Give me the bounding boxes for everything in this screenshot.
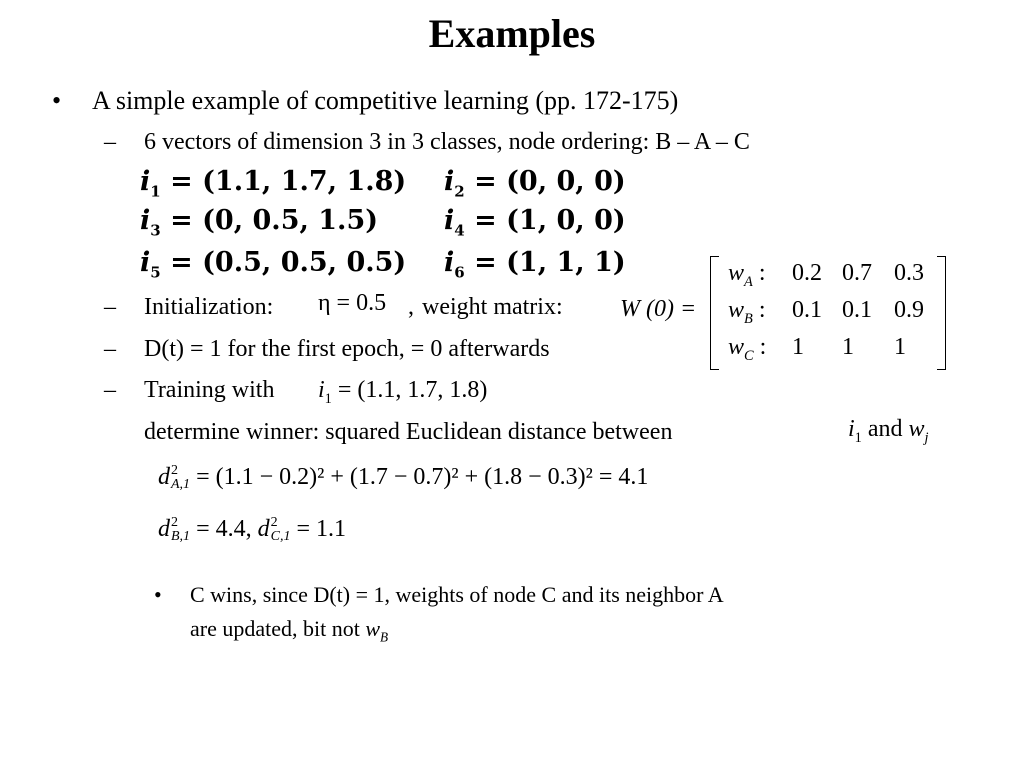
equals-sign: = (170, 247, 193, 278)
d-subscript: B,1 (171, 529, 191, 545)
vector-i2 (444, 166, 626, 201)
vector-i4 (444, 205, 626, 240)
w-symbol: w (365, 616, 381, 641)
i-subscript: 6 (454, 263, 465, 282)
colon: : (758, 297, 766, 323)
and-word: and (867, 416, 903, 442)
equals-sign: = (474, 247, 497, 278)
w-symbol: w (728, 297, 745, 323)
d-superscript: 2 (171, 515, 178, 531)
bullet-marker: • (52, 86, 62, 115)
i-subscript: 1 (150, 182, 161, 201)
matrix-cell: 0.3 (894, 260, 924, 286)
conclusion-line-1: C wins, since D(t) = 1, weights of node C and its neighbor A (190, 582, 724, 607)
i-symbol: i (444, 166, 455, 197)
vector-value: (1.1, 1.7, 1.8) (202, 166, 407, 197)
vector-value: (0, 0, 0) (506, 166, 626, 197)
matrix-cell: 1 (894, 334, 906, 360)
w-symbol: w (728, 260, 745, 286)
i-symbol: i (848, 416, 855, 442)
i-subscript: 5 (150, 263, 161, 282)
i-symbol: i (444, 247, 455, 278)
distance-b-c-equation (158, 516, 346, 544)
right-bracket (937, 256, 946, 370)
distance-c-value: = 1.1 (296, 516, 346, 542)
init-label: Initialization: (144, 294, 274, 320)
eta-expression: η = 0.5 (318, 290, 387, 316)
d-symbol: d (158, 464, 170, 490)
w0-label: W (0) = (620, 296, 697, 322)
w-subscript: B (380, 629, 389, 645)
i-subscript: 3 (150, 221, 161, 240)
vectors-description: 6 vectors of dimension 3 in 3 classes, node ordering: B – A – C (144, 129, 750, 155)
matrix-row-label (728, 260, 766, 290)
training-vector (318, 377, 488, 407)
vector-i1 (140, 166, 407, 201)
d-symbol: d (257, 516, 270, 542)
conclusion-text: are updated, bit not (190, 616, 360, 641)
i-symbol: i (140, 166, 151, 197)
matrix-row-label (728, 334, 767, 364)
w-symbol: w (728, 334, 745, 360)
w-subscript: B (744, 310, 753, 327)
vector-value: (0, 0.5, 1.5) (202, 205, 379, 236)
dash-marker: – (104, 377, 116, 403)
vector-value: (1, 0, 0) (506, 205, 626, 236)
comma: , (408, 294, 414, 320)
vector-value: (0.5, 0.5, 0.5) (202, 247, 407, 278)
dash-marker: – (104, 336, 116, 362)
d-superscript: 2 (270, 515, 278, 531)
d-symbol: d (158, 516, 170, 542)
colon: : (759, 334, 767, 360)
i-symbol: i (140, 247, 151, 278)
slide-title: Examples (428, 11, 596, 56)
matrix-cell: 0.1 (842, 297, 872, 323)
i-subscript: 1 (324, 390, 332, 407)
equals-sign: = (474, 166, 497, 197)
w-symbol: w (908, 416, 925, 442)
training-vector-value: = (1.1, 1.7, 1.8) (337, 377, 488, 403)
matrix-cell: 1 (842, 334, 854, 360)
weight-matrix-label: weight matrix: (422, 294, 563, 320)
colon: : (758, 260, 766, 286)
vector-i6 (444, 247, 626, 282)
w-subscript: j (924, 429, 929, 446)
matrix-cell: 0.9 (894, 297, 924, 323)
equals-sign: = (474, 205, 497, 236)
matrix-cell: 0.1 (792, 297, 822, 323)
matrix-cell: 1 (792, 334, 804, 360)
matrix-cell: 0.7 (842, 260, 872, 286)
dash-marker: – (104, 129, 116, 155)
winner-description: determine winner: squared Euclidean distance between (144, 419, 673, 445)
dash-marker: – (104, 294, 116, 320)
left-bracket (710, 256, 719, 370)
equals-sign: = (170, 166, 193, 197)
bullet-marker: • (154, 582, 162, 607)
d-superscript: 2 (171, 463, 178, 479)
bullet-text: A simple example of competitive learning (pp. 172-175) (92, 86, 679, 115)
conclusion-line-2 (190, 616, 389, 645)
d-subscript: C,1 (270, 529, 291, 545)
vector-i3 (140, 205, 379, 240)
distance-b-value: = 4.4, (196, 516, 252, 542)
w-subscript: A (744, 273, 753, 290)
equals-sign: = (170, 205, 193, 236)
i-symbol: i (140, 205, 151, 236)
d-subscript: A,1 (171, 477, 191, 493)
distance-a-equation (158, 464, 648, 492)
i-subscript: 2 (454, 182, 465, 201)
training-label: Training with (144, 377, 275, 403)
w-subscript: C (744, 347, 754, 364)
dt-description: D(t) = 1 for the first epoch, = 0 afterwards (144, 336, 550, 362)
i1-and-wj (848, 416, 929, 446)
matrix-row-label (728, 297, 766, 327)
distance-a-expression: = (1.1 − 0.2)² + (1.7 − 0.7)² + (1.8 − 0.3)² = 4.1 (196, 464, 649, 490)
weight-matrix (710, 256, 946, 370)
i-subscript: 1 (854, 429, 862, 446)
i-subscript: 4 (454, 221, 465, 240)
i-symbol: i (444, 205, 455, 236)
i-symbol: i (318, 377, 325, 403)
vector-i5 (140, 247, 407, 282)
matrix-cell: 0.2 (792, 260, 822, 286)
vector-value: (1, 1, 1) (506, 247, 626, 278)
